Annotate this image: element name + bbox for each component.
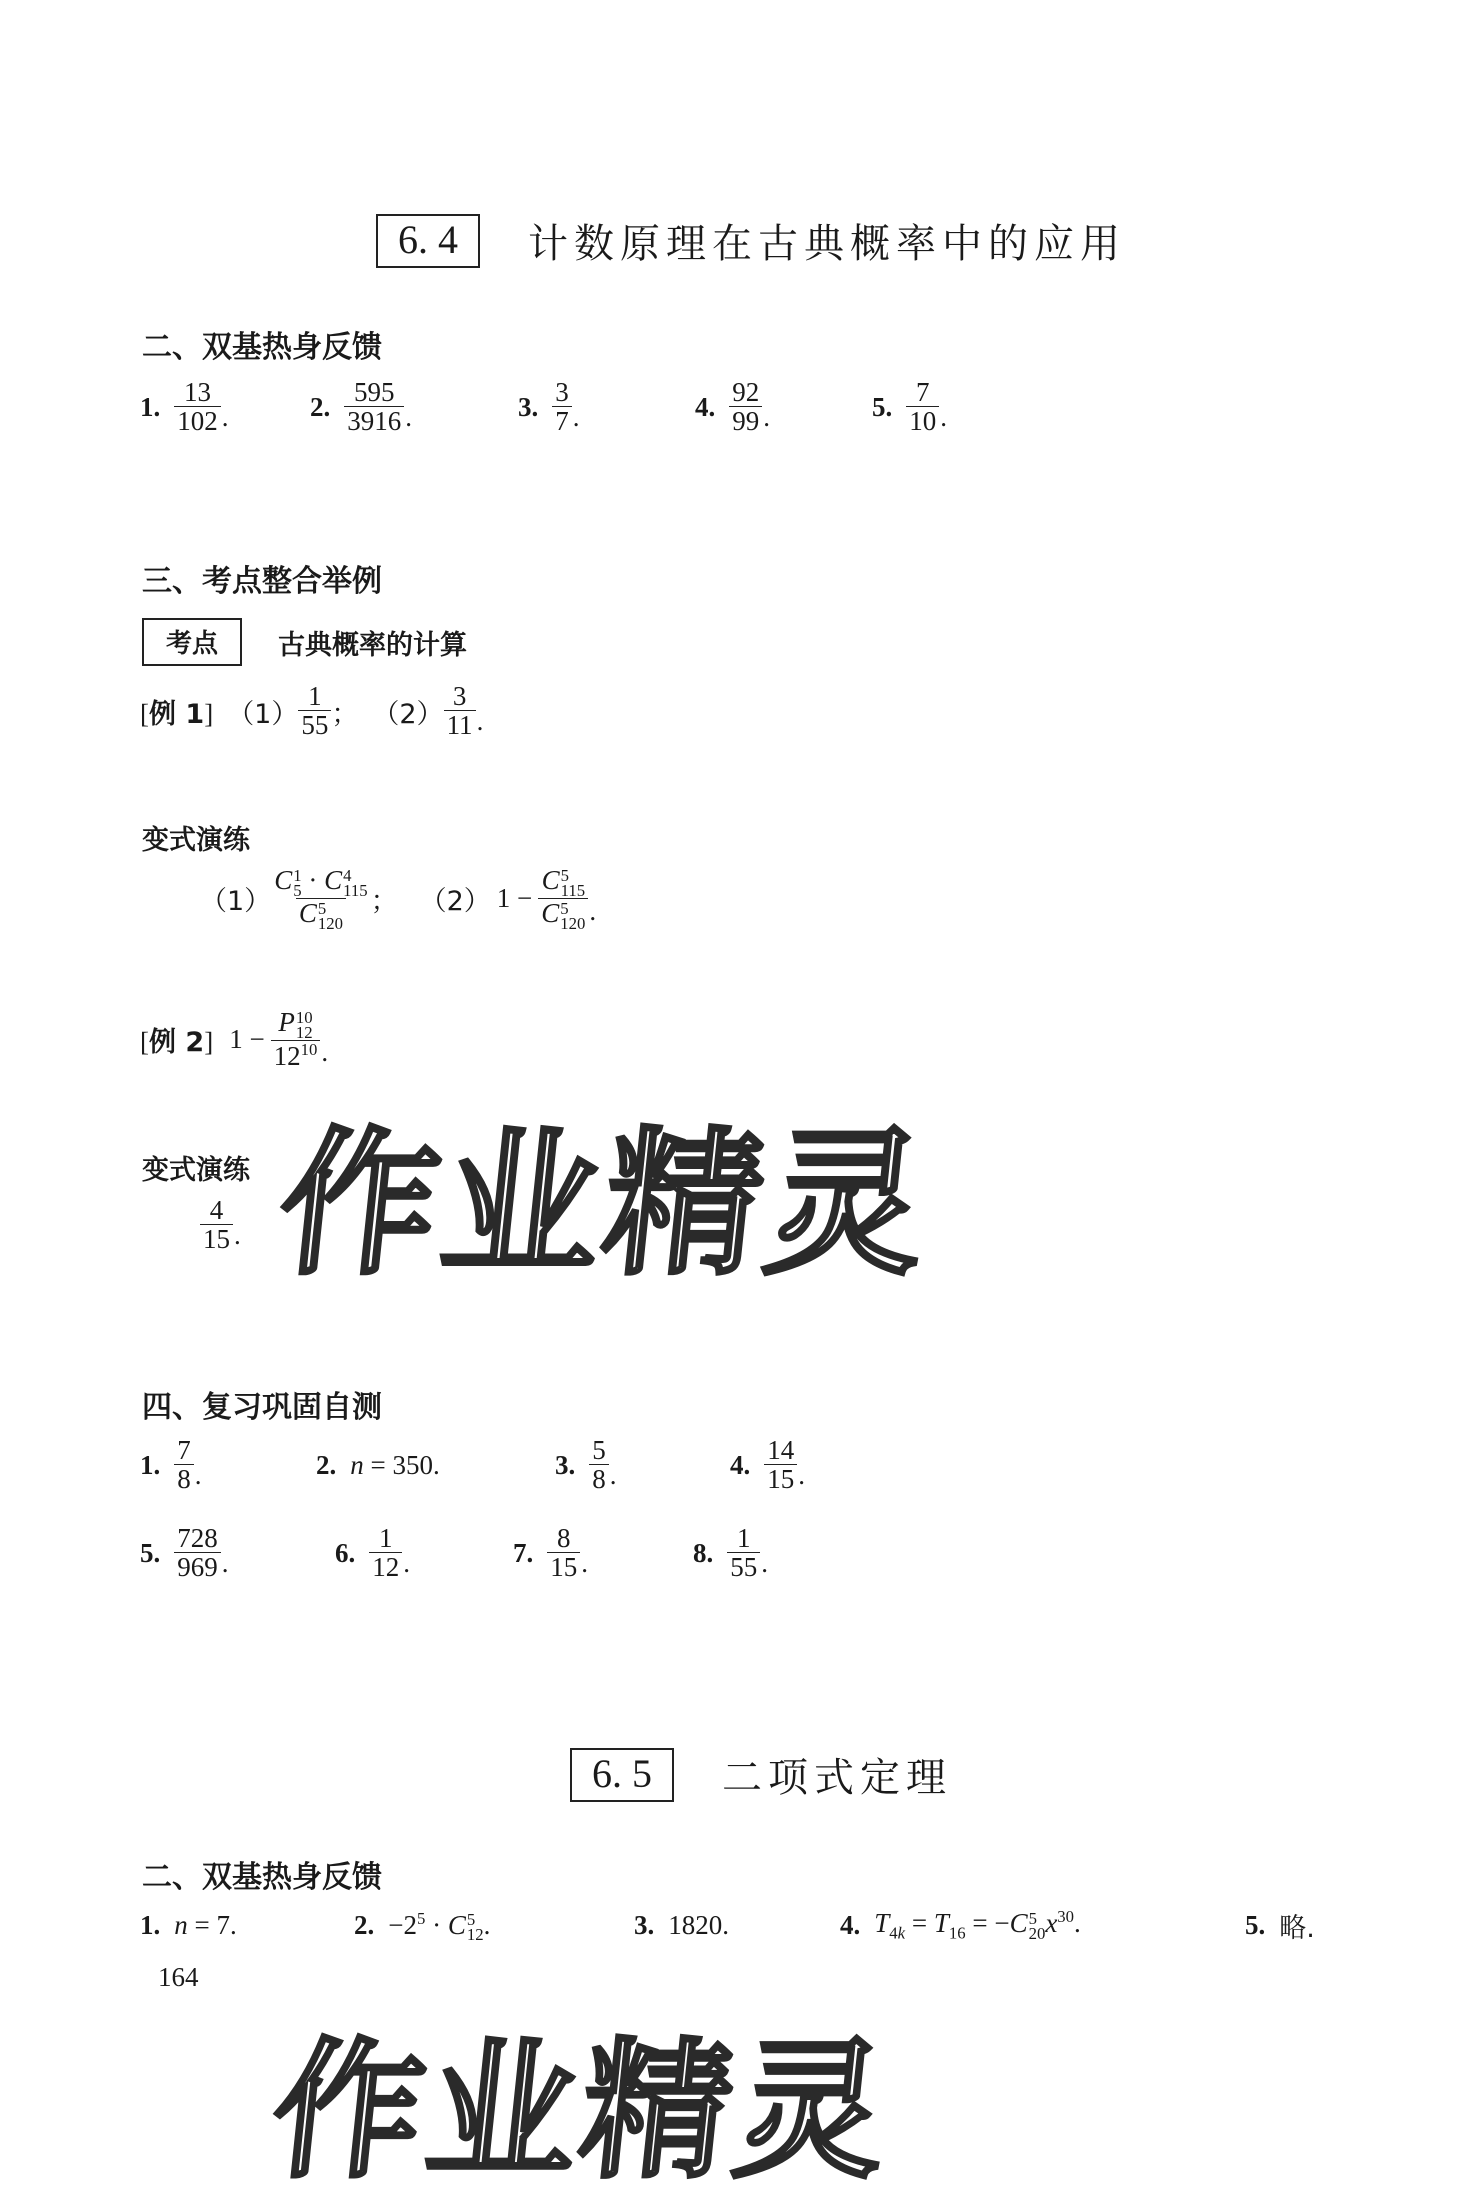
section-number-box: 6. 4 bbox=[376, 214, 480, 268]
kaodian-row bbox=[142, 618, 467, 666]
kaodian-name: 古典概率的计算 bbox=[278, 629, 468, 661]
example-2-fraction: P 10 12 $12^{10}$ bbox=[271, 1008, 321, 1072]
review-answer-7: 7. $\frac{8}{15}$ . bbox=[513, 1523, 588, 1583]
section-number-box: 6. 5 bbox=[570, 1748, 674, 1802]
kaodian-label: 考点 bbox=[142, 618, 242, 666]
watermark-bottom: 作业精灵 bbox=[264, 2025, 899, 2199]
s65-answer-4: 4. $T_{4k} = T_{16} = -C$ 5 20 $x^{30}$. bbox=[840, 1907, 1081, 1944]
variant-2-label: 变式演练 bbox=[142, 1155, 250, 1186]
part4-heading: 四、复习巩固自测 bbox=[142, 1390, 382, 1425]
section-title: 计数原理在古典概率中的应用 bbox=[528, 221, 1126, 267]
part3-heading: 三、考点整合举例 bbox=[142, 564, 382, 599]
part4-row-2 bbox=[140, 1524, 768, 1583]
review-answer-8: 8. $\frac{1}{55}$ . bbox=[693, 1523, 768, 1583]
review-answer-5: 5. $\frac{728}{969}$ . bbox=[140, 1523, 229, 1583]
variant-1-answer: （1） C 1 5 · C 4 115 C 5 120 ； （2） 1 − C 5 115 C 5 120 . bbox=[200, 865, 597, 933]
variant-1-fraction-1: C 1 5 · C 4 115 C 5 120 bbox=[274, 865, 368, 933]
review-answer-4: 4. $\frac{14}{15}$ . bbox=[730, 1435, 805, 1495]
example-1: [例 1] （1） $\frac{1}{55}$ ； （2） $\frac{3}{11}$ . bbox=[140, 681, 484, 741]
s65-answer-1: 1. n = 7. bbox=[140, 1910, 237, 1940]
section-6-4-header bbox=[376, 212, 1126, 269]
s65-answer-3: 3. 1820. bbox=[634, 1910, 729, 1940]
answer-3: 3. $\frac{3}{7}$ . bbox=[518, 377, 580, 437]
variant-2-answer: $\frac{4}{15}$ . bbox=[200, 1196, 241, 1255]
answer-4: 4. $\frac{92}{99}$ . bbox=[695, 377, 770, 437]
watermark-middle: 作业精灵 bbox=[270, 1113, 939, 1297]
review-answer-6: 6. $\frac{1}{12}$ . bbox=[335, 1523, 410, 1583]
section-6-5-answers bbox=[140, 1906, 1315, 1945]
part2-answers bbox=[140, 378, 947, 437]
section-6-5-header bbox=[570, 1746, 952, 1803]
section-title: 二项式定理 bbox=[722, 1755, 952, 1801]
example-2-label: [例 2] bbox=[140, 1027, 214, 1059]
variant-1-fraction-2: C 5 115 C 5 120 bbox=[538, 866, 588, 931]
section-6-5-part2-heading: 二、双基热身反馈 bbox=[142, 1860, 382, 1895]
s65-answer-5: 5. 略. bbox=[1245, 1910, 1315, 1944]
s65-answer-2: 2. $-2^5 \cdot C$ 5 12 . bbox=[354, 1908, 491, 1945]
part4-row-1 bbox=[140, 1436, 805, 1495]
example-2: [例 2] 1 − P 10 12 $12^{10}$ . bbox=[140, 1007, 329, 1071]
review-answer-2: 2. n = 350. bbox=[316, 1450, 440, 1481]
answer-5: 5. $\frac{7}{10}$ . bbox=[872, 377, 947, 437]
example-1-label: [例 1] bbox=[140, 699, 214, 731]
part2-heading: 二、双基热身反馈 bbox=[142, 330, 382, 365]
review-answer-1: 1. $\frac{7}{8}$ . bbox=[140, 1435, 202, 1495]
answer-1: 1. $\frac{13}{102}$ . bbox=[140, 377, 229, 437]
variant-1-label: 变式演练 bbox=[142, 825, 250, 856]
page-number: 164 bbox=[158, 1962, 199, 1992]
review-answer-3: 3. $\frac{5}{8}$ . bbox=[555, 1435, 617, 1495]
answer-2: 2. $\frac{595}{3916}$ . bbox=[310, 377, 412, 437]
